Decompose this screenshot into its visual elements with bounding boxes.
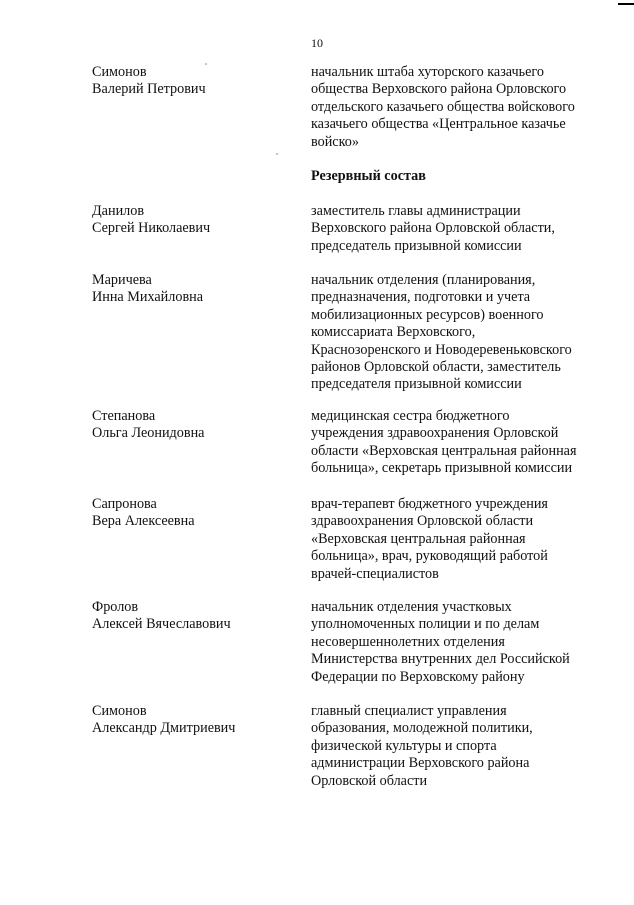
position-line: комиссариата Верховского,	[311, 324, 476, 341]
position-line: начальник отделения участковых	[311, 599, 512, 615]
member-name	[92, 599, 292, 634]
position-line: районов Орловской области, заместитель	[311, 359, 561, 376]
scan-speck	[276, 153, 278, 155]
member-position	[311, 408, 623, 478]
member-surname: Степанова	[92, 408, 156, 424]
member-position	[311, 203, 623, 255]
position-line: Краснозоренского и Новодеревеньковского	[311, 341, 572, 358]
member-name	[92, 703, 292, 738]
member-name	[92, 496, 292, 531]
position-line: общества Верховского района Орловского	[311, 81, 567, 98]
member-given-names: Вера Алексеевна	[92, 513, 195, 530]
member-surname: Данилов	[92, 203, 145, 219]
member-given-names: Ольга Леонидовна	[92, 425, 205, 442]
member-surname: Симонов	[92, 64, 147, 80]
position-line: администрации Верховского района	[311, 755, 530, 772]
position-line: начальник штаба хуторского казачьего	[311, 64, 544, 80]
position-line: физической культуры и спорта	[311, 737, 497, 754]
position-line: главный специалист управления	[311, 703, 507, 719]
member-name	[92, 64, 292, 99]
member-given-names: Инна Михайловна	[92, 289, 204, 306]
position-line: несовершеннолетних отделения	[311, 633, 505, 650]
position-line: области «Верховская центральная районная	[311, 442, 577, 459]
scan-edge-mark	[618, 3, 634, 5]
position-line: учреждения здравоохранения Орловской	[311, 425, 559, 442]
position-line: предназначения, подготовки и учета	[311, 289, 531, 306]
position-line: Верховского района Орловской области,	[311, 220, 555, 237]
position-line: врачей-специалистов	[311, 565, 439, 582]
member-given-names: Александр Дмитриевич	[92, 720, 236, 737]
position-line: заместитель главы администрации	[311, 203, 521, 219]
member-name	[92, 272, 292, 307]
position-line: начальник отделения (планирования,	[311, 272, 536, 288]
position-line: врач-терапевт бюджетного учреждения	[311, 496, 548, 512]
member-surname: Маричева	[92, 272, 152, 288]
position-line: Министерства внутренних дел Российской	[311, 651, 570, 668]
position-line: казачьего общества «Центральное казачье	[311, 116, 566, 133]
position-line: больница», врач, руководящий работой	[311, 548, 548, 565]
member-surname: Сапронова	[92, 496, 157, 512]
position-line: отдельского казачьего общества войскового	[311, 98, 575, 115]
position-line: председателя призывной комиссии	[311, 376, 522, 393]
member-position	[311, 599, 623, 686]
member-given-names: Валерий Петрович	[92, 81, 206, 98]
position-line: уполномоченных полиции и по делам	[311, 616, 540, 633]
position-line: мобилизационных ресурсов) военного	[311, 306, 544, 323]
member-given-names: Алексей Вячеславович	[92, 616, 231, 633]
position-line: «Верховская центральная районная	[311, 530, 526, 547]
position-line: председатель призывной комиссии	[311, 237, 522, 254]
member-position	[311, 272, 623, 394]
member-position	[311, 64, 623, 151]
position-line: больница», секретарь призывной комиссии	[311, 460, 573, 477]
member-surname: Симонов	[92, 703, 147, 719]
member-given-names: Сергей Николаевич	[92, 220, 211, 237]
position-line: образования, молодежной политики,	[311, 720, 533, 737]
member-surname: Фролов	[92, 599, 139, 615]
member-position	[311, 496, 623, 583]
position-line: Орловской области	[311, 772, 428, 789]
position-line: Федерации по Верховскому району	[311, 668, 525, 685]
reserve-section-heading: Резервный состав	[311, 168, 426, 184]
member-name	[92, 203, 292, 238]
member-position	[311, 703, 623, 790]
position-line: войско»	[311, 133, 359, 150]
position-line: медицинская сестра бюджетного	[311, 408, 510, 424]
member-name	[92, 408, 292, 443]
page-number: 10	[311, 36, 323, 50]
position-line: здравоохранения Орловской области	[311, 513, 534, 530]
